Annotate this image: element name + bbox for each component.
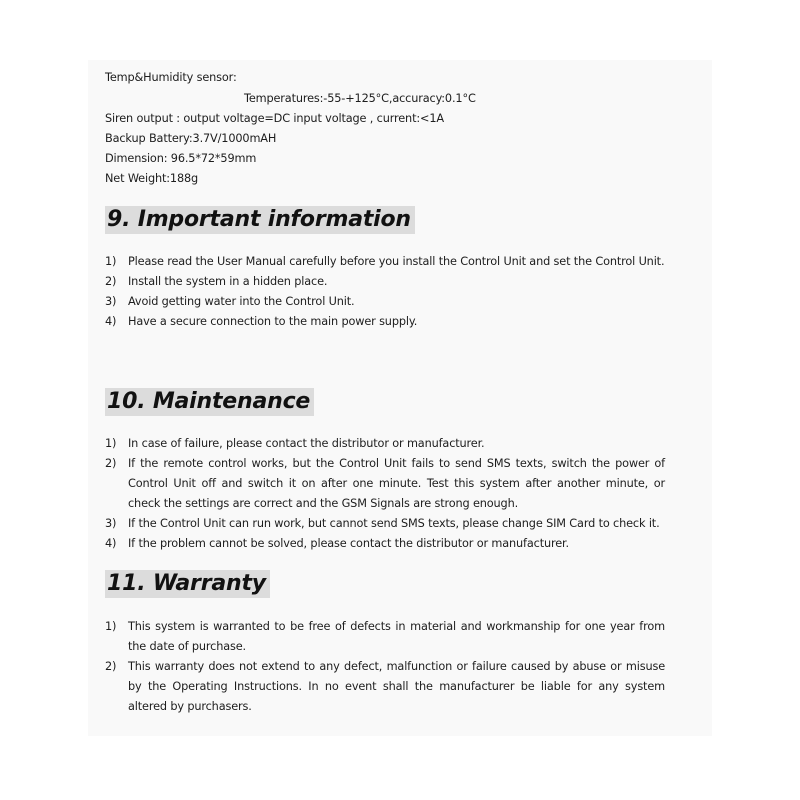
item-number: 2) <box>105 457 117 470</box>
item-text: This system is warranted to be free of defects in material and workmanship for one year from the date of purchase. <box>128 620 665 653</box>
item-text: If the Control Unit can run work, but cannot send SMS texts, please change SIM Card to check it. <box>128 517 660 530</box>
item-text: Avoid getting water into the Control Unit. <box>128 295 355 308</box>
section-heading-maintenance: 10. Maintenance <box>105 388 314 416</box>
item-number: 4) <box>105 315 117 328</box>
item-text: If the remote control works, but the Control Unit fails to send SMS texts, switch the power of Control Unit off and switch it on after one minute. Test this system after another minute, or check the settings are correct and the GSM Signals are strong enough. <box>128 457 665 510</box>
spec-siren-output: Siren output : output voltage=DC input voltage , current:<1A <box>105 112 444 125</box>
item-number: 2) <box>105 660 117 673</box>
section-heading-important: 9. Important information <box>105 206 415 234</box>
list-item <box>105 434 665 454</box>
list-item <box>105 292 665 312</box>
list-item <box>105 617 665 657</box>
item-number: 1) <box>105 437 117 450</box>
list-item <box>105 534 665 554</box>
item-number: 3) <box>105 295 117 308</box>
list-item <box>105 312 665 332</box>
item-number: 2) <box>105 275 117 288</box>
maintenance-list <box>105 434 665 554</box>
item-text: Please read the User Manual carefully before you install the Control Unit and set the Control Unit. <box>128 255 665 268</box>
spec-dimension: Dimension: 96.5*72*59mm <box>105 152 257 165</box>
list-item <box>105 657 665 717</box>
spec-temperatures: Temperatures:-55-+125°C,accuracy:0.1°C <box>244 92 476 105</box>
warranty-list <box>105 617 665 717</box>
item-number: 1) <box>105 255 117 268</box>
list-item <box>105 514 665 534</box>
item-text: In case of failure, please contact the distributor or manufacturer. <box>128 437 485 450</box>
item-text: Install the system in a hidden place. <box>128 275 328 288</box>
spec-backup-battery: Backup Battery:3.7V/1000mAH <box>105 132 277 145</box>
item-text: This warranty does not extend to any defect, malfunction or failure caused by abuse or misuse by the Operating Instructions. In no event shall the manufacturer be liable for any system altered by purchasers. <box>128 660 665 713</box>
item-number: 3) <box>105 517 117 530</box>
list-item <box>105 252 665 272</box>
item-text: If the problem cannot be solved, please contact the distributor or manufacturer. <box>128 537 569 550</box>
item-text: Have a secure connection to the main power supply. <box>128 315 418 328</box>
item-number: 1) <box>105 620 117 633</box>
important-list <box>105 252 665 332</box>
spec-temp-humidity-label: Temp&Humidity sensor: <box>105 71 237 84</box>
item-number: 4) <box>105 537 117 550</box>
spec-net-weight: Net Weight:188g <box>105 172 199 185</box>
list-item <box>105 272 665 292</box>
list-item <box>105 454 665 514</box>
section-heading-warranty: 11. Warranty <box>105 570 270 598</box>
